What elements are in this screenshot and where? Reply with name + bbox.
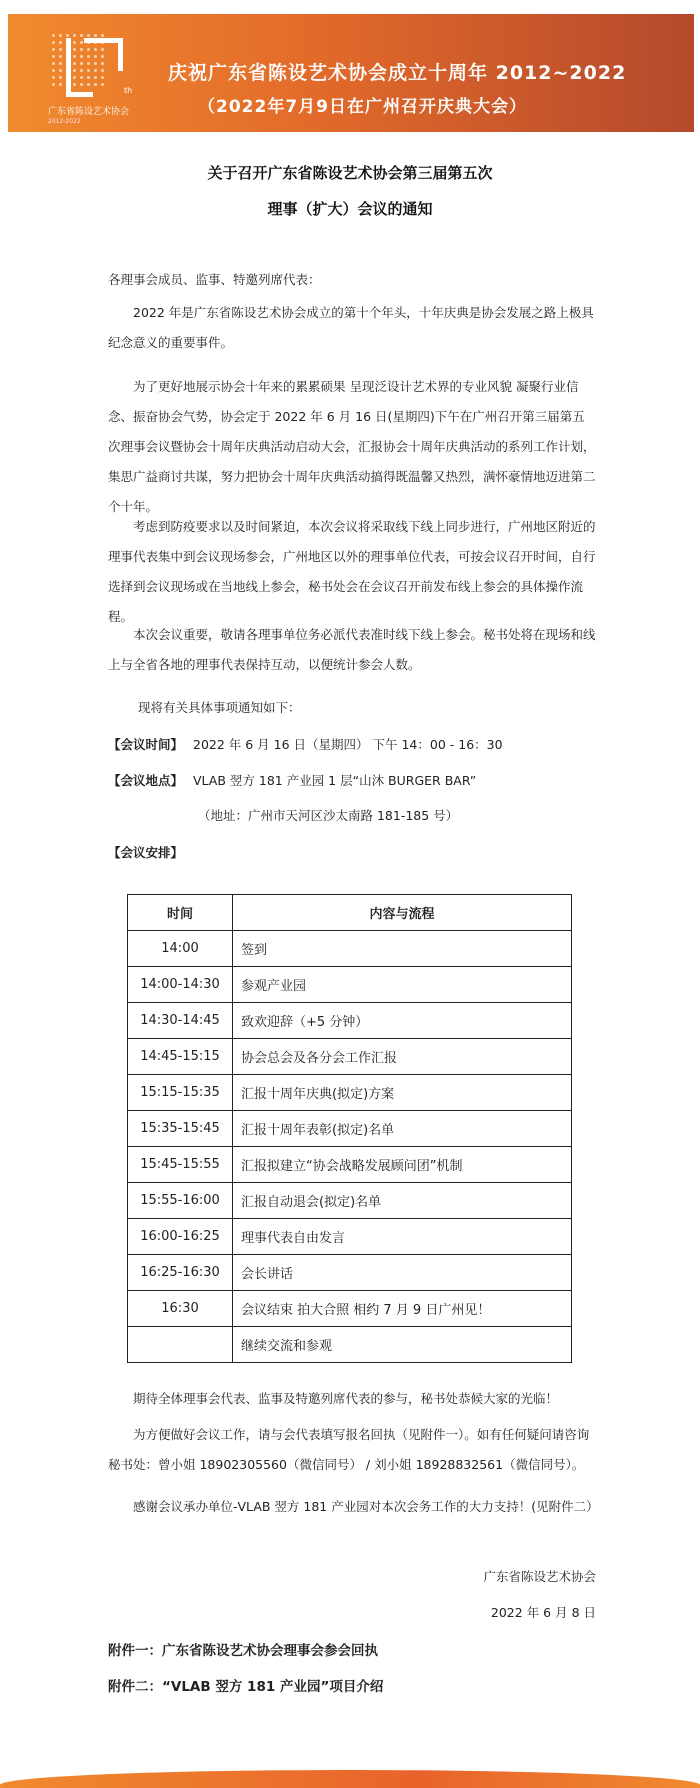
row-content: 协会总会及各分会工作汇报 bbox=[233, 1039, 572, 1075]
row-content: 理事代表自由发言 bbox=[233, 1219, 572, 1255]
paragraph-4: 本次会议重要，敬请各理事单位务必派代表准时线下线上参会。秘书处将在现场和线上与全省各地的理事代表保持互动，以便统计参会人数。 bbox=[108, 627, 596, 672]
schedule-header-content: 内容与流程 bbox=[233, 895, 572, 931]
meeting-place-label: 【会议地点】 bbox=[108, 773, 184, 788]
paragraph-3: 考虑到防疫要求以及时间紧迫，本次会议将采取线下线上同步进行，广州地区附近的理事代表集中到会议现场参会，广州地区以外的理事单位代表，可按会议召开时间，自行选择到会议现场或在当地线上参会，秘书处会在会议召开前发布线上参会的具体操作流程。 bbox=[108, 519, 596, 624]
footer-bar bbox=[0, 1770, 700, 1788]
row-content: 继续交流和参观 bbox=[233, 1327, 572, 1363]
meeting-place bbox=[108, 766, 596, 796]
closing-paragraph-2: 为方便做好会议工作，请与会代表填写报名回执（见附件一）。如有任何疑问请咨询秘书处：曾小姐 18902305560（微信同号） / 刘小姐 18928832561（微信同号）。 bbox=[108, 1427, 590, 1472]
table-row bbox=[128, 1327, 572, 1363]
row-time: 16:00-16:25 bbox=[128, 1219, 233, 1255]
attachment-1[interactable]: 附件一：广东省陈设艺术协会理事会参会回执 bbox=[108, 1643, 378, 1659]
row-time: 15:15-15:35 bbox=[128, 1075, 233, 1111]
banner-headline: 庆祝广东省陈设艺术协会成立十周年 2012~2022 bbox=[168, 62, 627, 84]
table-row bbox=[128, 1255, 572, 1291]
closing-paragraph-1: 期待全体理事会代表、监事及特邀列席代表的参与，秘书处恭候大家的光临！ bbox=[133, 1391, 559, 1406]
banner-subline: （2022年7月9日在广州召开庆典大会） bbox=[198, 97, 527, 117]
row-time: 15:45-15:55 bbox=[128, 1147, 233, 1183]
meeting-time-value: 2022 年 6 月 16 日（星期四） 下午 14：00 - 16：30 bbox=[193, 737, 503, 752]
meeting-place-value: VLAB 翌方 181 产业园 1 层“山沐 BURGER BAR” bbox=[193, 773, 477, 788]
row-content: 汇报十周年庆典(拟定)方案 bbox=[233, 1075, 572, 1111]
table-row bbox=[128, 1291, 572, 1327]
row-time: 14:30-14:45 bbox=[128, 1003, 233, 1039]
row-content: 致欢迎辞（+5 分钟） bbox=[233, 1003, 572, 1039]
schedule-table bbox=[127, 894, 572, 1363]
attachment-2[interactable]: 附件二：“VLAB 翌方 181 产业园”项目介绍 bbox=[108, 1679, 384, 1695]
table-row bbox=[128, 967, 572, 1003]
row-time bbox=[128, 1327, 233, 1363]
table-row bbox=[128, 1039, 572, 1075]
row-content: 参观产业园 bbox=[233, 967, 572, 1003]
row-time: 14:00-14:30 bbox=[128, 967, 233, 1003]
table-row bbox=[128, 1183, 572, 1219]
closing-paragraph-3: 感谢会议承办单位-VLAB 翌方 181 产业园对本次会务工作的大力支持！(见附件二） bbox=[133, 1499, 599, 1514]
schedule-header-row bbox=[128, 895, 572, 931]
signature-org: 广东省陈设艺术协会 bbox=[483, 1569, 596, 1584]
logo-name: 广东省陈设艺术协会 bbox=[48, 107, 130, 117]
row-content: 会议结束 拍大合照 相约 7 月 9 日广州见！ bbox=[233, 1291, 572, 1327]
table-row bbox=[128, 1075, 572, 1111]
salutation: 各理事会成员、监事、特邀列席代表： bbox=[108, 272, 321, 287]
header-banner bbox=[8, 14, 694, 132]
row-content: 会长讲话 bbox=[233, 1255, 572, 1291]
row-time: 15:35-15:45 bbox=[128, 1111, 233, 1147]
logo-mark-top bbox=[84, 38, 123, 71]
meeting-address: （地址：广州市天河区沙太南路 181-185 号） bbox=[198, 808, 459, 823]
paragraph-5: 现将有关具体事项通知如下： bbox=[138, 700, 301, 715]
table-row bbox=[128, 1111, 572, 1147]
row-content: 汇报自动退会(拟定)名单 bbox=[233, 1183, 572, 1219]
row-time: 16:25-16:30 bbox=[128, 1255, 233, 1291]
meeting-time-label: 【会议时间】 bbox=[108, 737, 184, 752]
table-row bbox=[128, 1003, 572, 1039]
association-logo bbox=[44, 24, 156, 124]
row-time: 15:55-16:00 bbox=[128, 1183, 233, 1219]
meeting-time bbox=[108, 730, 596, 760]
notice-title-line1: 关于召开广东省陈设艺术协会第三届第五次 bbox=[207, 164, 493, 182]
paragraph-1: 2022 年是广东省陈设艺术协会成立的第十个年头，十年庆典是协会发展之路上极具纪念意义的重要事件。 bbox=[108, 305, 594, 350]
row-time: 14:00 bbox=[128, 931, 233, 967]
row-time: 14:45-15:15 bbox=[128, 1039, 233, 1075]
row-content: 汇报拟建立“协会战略发展顾问团”机制 bbox=[233, 1147, 572, 1183]
schedule-label: 【会议安排】 bbox=[108, 845, 184, 860]
table-row bbox=[128, 1219, 572, 1255]
row-content: 签到 bbox=[233, 931, 572, 967]
notice-title-line2: 理事（扩大）会议的通知 bbox=[267, 200, 433, 218]
logo-years: 2012-2022 bbox=[48, 118, 81, 125]
row-time: 16:30 bbox=[128, 1291, 233, 1327]
row-content: 汇报十周年表彰(拟定)名单 bbox=[233, 1111, 572, 1147]
schedule-header-time: 时间 bbox=[128, 895, 233, 931]
logo-suffix: th bbox=[124, 86, 133, 95]
paragraph-2: 为了更好地展示协会十年来的累累硕果 呈现泛设计艺术界的专业风貌 凝聚行业信念、振奋协会气势，协会定于 2022 年 6 月 16 日(星期四)下午在广州召开第三届第五次理事会议暨协会十周年庆典活动启动大会，汇报协会十周年庆典活动的系列工作计划，集思广益商讨共谋，努力把协会十周年庆典活动搞得既温馨又热烈，满怀豪情地迈进第二个十年。 bbox=[108, 379, 596, 514]
signature-date: 2022 年 6 月 8 日 bbox=[490, 1605, 596, 1620]
table-row bbox=[128, 1147, 572, 1183]
table-row bbox=[128, 931, 572, 967]
